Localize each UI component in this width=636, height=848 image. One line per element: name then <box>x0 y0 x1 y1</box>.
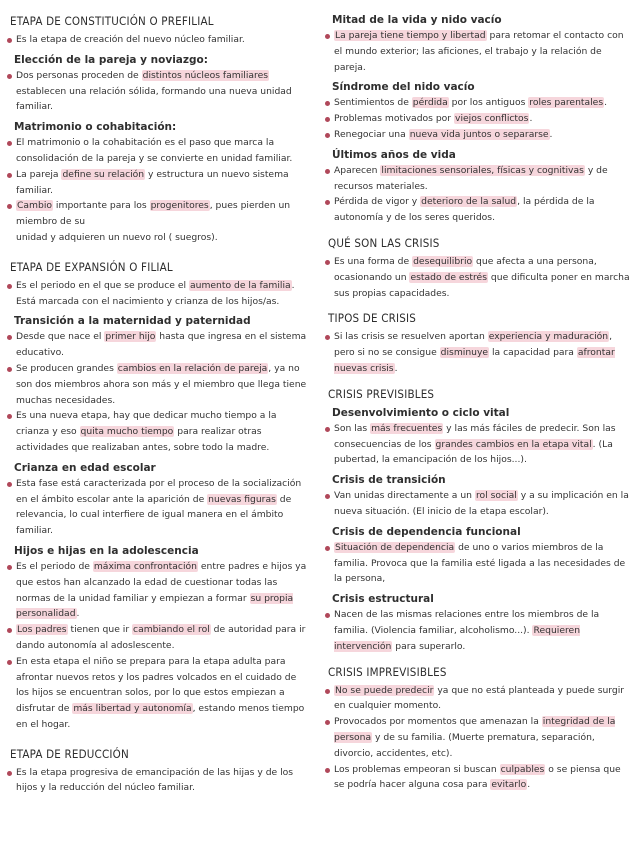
paragraph: Esta fase está caracterizada por el proceso de la socialización en el ámbito escolar ante la aparición de nuevas figuras de relevancia, lo cual interfiere de igual manera en el ámbito familiar. <box>10 476 310 539</box>
subtitle-matrimonio: Matrimonio o cohabitación: <box>14 121 177 134</box>
section-title-crisis-previsibles: CRISIS PREVISIBLES <box>328 386 435 401</box>
paragraph: Desde que nace el primer hijo hasta que ingresa en el sistema educativo. <box>10 329 310 361</box>
paragraph: Situación de dependencia de uno o varios miembros de la familia. Provoca que la familia esté ligada a las necesidades de la persona, <box>328 540 630 587</box>
paragraph: Nacen de las mismas relaciones entre los miembros de la familia. (Violencia familiar, alcoholismo...). Requieren intervención para superarlo. <box>328 607 630 654</box>
subtitle-eleccion-pareja: Elección de la pareja y noviazgo: <box>14 53 208 66</box>
paragraph: Provocados por momentos que amenazan la integridad de la persona y de su familia. (Muerte prematura, separación, divorcio, accidentes, etc). <box>328 714 630 761</box>
paragraph: Pérdida de vigor y deterioro de la salud, la pérdida de la autonomía y de los seres queridos. <box>328 194 630 226</box>
paragraph: Si las crisis se resuelven aportan experiencia y maduración, pero si no se consigue disminuye la capacidad para afrontar nuevas crisis. <box>328 329 630 376</box>
paragraph: Son las más frecuentes y las más fáciles de predecir. Son las consecuencias de los grandes cambios en la etapa vital. (La pubertad, la emancipación de los hijos...). <box>328 421 630 468</box>
paragraph: Es la etapa de creación del nuevo núcleo familiar. <box>10 32 310 48</box>
paragraph: Dos personas proceden de distintos núcleos familiares establecen una relación sólida, formando una nueva unidad familiar. <box>10 68 310 115</box>
subtitle-transicion: Transición a la maternidad y paternidad <box>14 315 251 328</box>
paragraph: Los padres tienen que ir cambiando el rol de autoridad para ir dando autonomía al adoslescente. <box>10 622 310 654</box>
section-title-reduccion: ETAPA DE REDUCCIÓN <box>10 746 129 761</box>
paragraph: Es una nueva etapa, hay que dedicar mucho tiempo a la crianza y eso quita mucho tiempo para realizar otras actividades que realizaban antes, sobre todo la madre. <box>10 408 310 455</box>
subtitle-desenvolvimiento: Desenvolvimiento o ciclo vital <box>332 406 510 419</box>
section-title-crisis-imprevisibles: CRISIS IMPREVISIBLES <box>328 664 447 679</box>
paragraph: Es una forma de desequilibrio que afecta a una persona, ocasionando un estado de estrés que dificulta poner en marcha sus propias capacidades. <box>328 254 630 301</box>
subtitle-crisis-transicion: Crisis de transición <box>332 474 446 487</box>
subtitle-ultimos-anos: Últimos años de vida <box>332 148 456 161</box>
paragraph: Problemas motivados por viejos conflictos. <box>328 111 630 127</box>
paragraph: El matrimonio o la cohabitación es el paso que marca la consolidación de la pareja y se convierte en unidad familiar. <box>10 135 310 167</box>
right-column <box>328 8 630 793</box>
section-title-expansion: ETAPA DE EXPANSIÓN O FILIAL <box>10 259 173 274</box>
subtitle-adolescencia: Hijos e hijas en la adolescencia <box>14 544 199 557</box>
paragraph: No se puede predecir ya que no está planteada y puede surgir en cualquier momento. <box>328 683 630 715</box>
paragraph: Cambio importante para los progenitores, pues pierden un miembro de su unidad y adquieren un nuevo rol ( suegros). <box>10 198 310 245</box>
paragraph: En esta etapa el niño se prepara para la etapa adulta para afrontar nuevos retos y los padres volcados en el cuidado de los hijos se encuentran solos, por lo que estos empiezan a disfrutar de más libertad y autonomía, estando menos tiempo en el hogar. <box>10 654 310 733</box>
subtitle-crianza: Crianza en edad escolar <box>14 461 156 474</box>
subtitle-crisis-estructural: Crisis estructural <box>332 593 434 606</box>
paragraph: Renegociar una nueva vida juntos o separarse. <box>328 127 630 143</box>
subtitle-sindrome-nido: Síndrome del nido vacío <box>332 81 475 94</box>
paragraph: Aparecen limitaciones sensoriales, físicas y cognitivas y de recursos materiales. <box>328 163 630 195</box>
paragraph: Es la etapa progresiva de emancipación de las hijas y de los hijos y la reducción del núcleo familiar. <box>10 765 310 797</box>
paragraph: Van unidas directamente a un rol social y a su implicación en la nueva situación. (El inicio de la etapa escolar). <box>328 488 630 520</box>
section-title-tipos-crisis: TIPOS DE CRISIS <box>328 311 417 326</box>
section-title-constitucion: ETAPA DE CONSTITUCIÓN O PREFILIAL <box>10 14 214 28</box>
paragraph: Es el periodo en el que se produce el aumento de la familia. Está marcada con el nacimiento y crianza de los hijos/as. <box>10 278 310 310</box>
section-title-que-son-crisis: QUÉ SON LAS CRISIS <box>328 235 440 250</box>
paragraph: Sentimientos de pérdida por los antiguos roles parentales. <box>328 95 630 111</box>
left-column <box>10 8 310 796</box>
paragraph: Es el periodo de máxima confrontación entre padres e hijos ya que estos han alcanzado la edad de cuestionar todas las normas de la unidad familiar y empiezan a formar su propia personalidad. <box>10 559 310 622</box>
paragraph: Se producen grandes cambios en la relación de pareja, ya no son dos miembros ahora son más y el miembro que llega tiene muchas necesidades. <box>10 361 310 408</box>
paragraph: Los problemas empeoran si buscan culpables o se piensa que se podría hacer alguna cosa para evitarlo. <box>328 762 630 794</box>
paragraph: La pareja tiene tiempo y libertad para retomar el contacto con el mundo exterior; las aficiones, el trabajo y la relación de pareja. <box>328 28 630 75</box>
paragraph: La pareja define su relación y estructura un nuevo sistema familiar. <box>10 167 310 199</box>
subtitle-crisis-dependencia: Crisis de dependencia funcional <box>332 525 521 538</box>
subtitle-mitad-vida: Mitad de la vida y nido vacío <box>332 14 502 26</box>
